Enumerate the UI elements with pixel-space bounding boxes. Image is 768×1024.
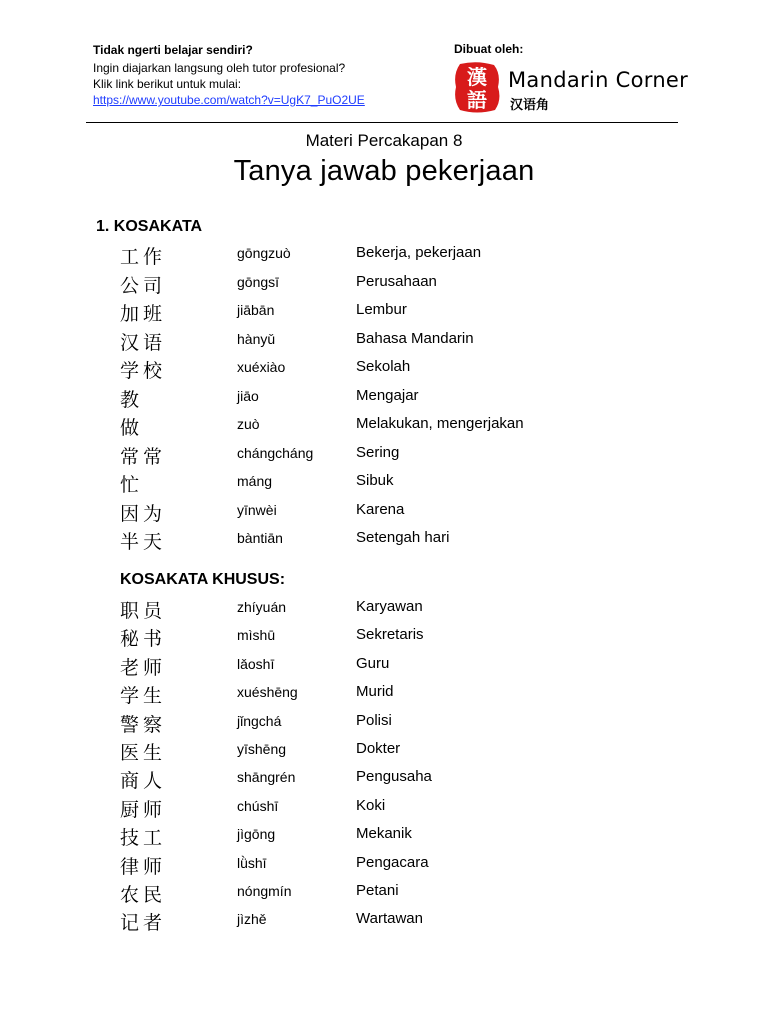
pinyin-text: zuò [237, 416, 260, 432]
pinyin-text: jǐngchá [237, 712, 282, 729]
hanzi-text: 商人 [120, 770, 167, 793]
hanzi-text: 做 [120, 417, 144, 439]
pinyin-text: gōngzuò [237, 245, 291, 261]
pinyin-text: jìzhě [237, 911, 267, 928]
vocab-row [0, 823, 768, 850]
vocab-row [0, 499, 768, 523]
pinyin-text: yīnwèi [237, 501, 277, 518]
meaning-text: Koki [356, 796, 386, 814]
vocab-row [0, 242, 768, 266]
hanzi-text: 老师 [120, 656, 167, 679]
vocab-row [0, 880, 768, 904]
meaning-text: Karena [356, 500, 405, 518]
vocab-row [0, 356, 768, 380]
hanzi-text: 警察 [120, 713, 167, 736]
pinyin-text: jiābān [237, 302, 275, 318]
header-divider [86, 122, 678, 123]
vocab-row [0, 328, 768, 352]
vocab-row [0, 299, 768, 323]
seal-char-2: 語 [467, 88, 487, 112]
meaning-text: Setengah hari [356, 529, 450, 546]
hanzi-text: 公司 [120, 274, 167, 297]
hanzi-text: 农民 [120, 884, 167, 906]
vocab-row [0, 271, 768, 295]
pinyin-text: chúshī [237, 797, 279, 814]
header-line3: Klik link berikut untuk mulai: [93, 77, 242, 91]
vocab-row [0, 766, 768, 793]
page-title: Tanya jawab pekerjaan [233, 155, 535, 187]
seal-char-1: 漢 [467, 65, 487, 89]
meaning-text: Mekanik [356, 825, 412, 843]
logo-chinese: 汉语角 [510, 98, 550, 113]
meaning-text: Polisi [356, 711, 392, 729]
meaning-text: Bahasa Mandarin [356, 329, 474, 347]
hanzi-text: 常常 [120, 445, 167, 468]
pinyin-text: lǜshī [237, 854, 267, 871]
vocab-row [0, 385, 768, 409]
hanzi-text: 记者 [120, 912, 167, 935]
pinyin-text: yīshēng [237, 741, 287, 757]
meaning-text: Murid [356, 683, 394, 701]
hanzi-text: 技工 [120, 827, 167, 850]
vocab-row [0, 653, 768, 677]
hanzi-text: 职员 [120, 600, 167, 622]
meaning-text: Petani [356, 882, 399, 899]
vocab-row [0, 442, 768, 466]
hanzi-text: 半天 [120, 531, 167, 553]
meaning-text: Mengajar [356, 386, 419, 404]
meaning-text: Pengusaha [356, 768, 432, 786]
vocab-row [0, 624, 768, 651]
hanzi-text: 律师 [120, 855, 167, 878]
hanzi-text: 教 [120, 388, 144, 411]
meaning-text: Bekerja, pekerjaan [356, 244, 482, 261]
vocab-row [0, 738, 768, 762]
vocab-row [0, 681, 768, 708]
hanzi-text: 忙 [120, 474, 144, 496]
mandarin-corner-logo [452, 60, 689, 116]
meaning-text: Melakukan, mengerjakan [356, 415, 524, 432]
seal-logo-icon [452, 60, 502, 114]
vocab-row [0, 596, 768, 620]
pinyin-text: nóngmín [237, 883, 292, 899]
pinyin-text: jiāo [237, 387, 259, 404]
vocab-row [0, 710, 768, 734]
hanzi-text: 汉语 [120, 331, 167, 354]
hanzi-text: 厨师 [120, 798, 167, 821]
hanzi-text: 因为 [120, 502, 167, 525]
section-heading-vocabulary: 1. KOSAKATA [96, 218, 203, 235]
vocab-row [0, 852, 768, 876]
vocab-row [0, 470, 768, 494]
vocab-row [0, 527, 768, 551]
pinyin-text: bàntiān [237, 530, 283, 546]
header-tagline: Tidak ngerti belajar sendiri? [93, 43, 253, 57]
vocab-row [0, 908, 768, 935]
vocab-row [0, 795, 768, 819]
hanzi-text: 工作 [120, 246, 167, 268]
meaning-text: Dokter [356, 740, 401, 757]
meaning-text: Karyawan [356, 598, 423, 615]
pinyin-text: máng [237, 473, 273, 489]
section-heading-special-vocabulary: KOSAKATA KHUSUS: [120, 571, 286, 588]
pinyin-text: lǎoshī [237, 655, 275, 672]
hanzi-text: 加班 [120, 303, 167, 325]
meaning-text: Sekretaris [356, 626, 424, 644]
pinyin-text: hànyǔ [237, 330, 276, 347]
pinyin-text: gōngsī [237, 273, 280, 290]
pinyin-text: shāngrén [237, 769, 296, 786]
meaning-text: Sekolah [356, 358, 411, 375]
meaning-text: Lembur [356, 301, 407, 318]
logo-name: Mandarin Corner [508, 68, 689, 92]
hanzi-text: 秘书 [120, 628, 167, 651]
meaning-text: Sering [356, 443, 400, 461]
pinyin-text: zhíyuán [237, 599, 287, 615]
pinyin-text: chángcháng [237, 444, 314, 461]
youtube-link[interactable]: https://www.youtube.com/watch?v=UgK7_PuO2UE [93, 93, 365, 107]
lesson-subtitle: Materi Percakapan 8 [305, 131, 463, 150]
meaning-text: Pengacara [356, 853, 429, 871]
pinyin-text: jìgōng [237, 826, 276, 843]
meaning-text: Wartawan [356, 910, 423, 928]
hanzi-text: 医生 [120, 742, 167, 764]
header-intro [93, 42, 365, 108]
meaning-text: Perusahaan [356, 272, 437, 290]
meaning-text: Sibuk [356, 472, 394, 489]
hanzi-text: 学校 [120, 360, 167, 382]
made-by-label: Dibuat oleh: [454, 42, 524, 56]
pinyin-text: xuéshēng [237, 684, 298, 701]
pinyin-text: xuéxiào [237, 359, 286, 375]
hanzi-text: 学生 [120, 685, 167, 708]
pinyin-text: mìshū [237, 627, 276, 644]
vocab-row [0, 413, 768, 437]
header-line2: Ingin diajarkan langsung oleh tutor profesional? [93, 61, 346, 75]
meaning-text: Guru [356, 654, 390, 672]
